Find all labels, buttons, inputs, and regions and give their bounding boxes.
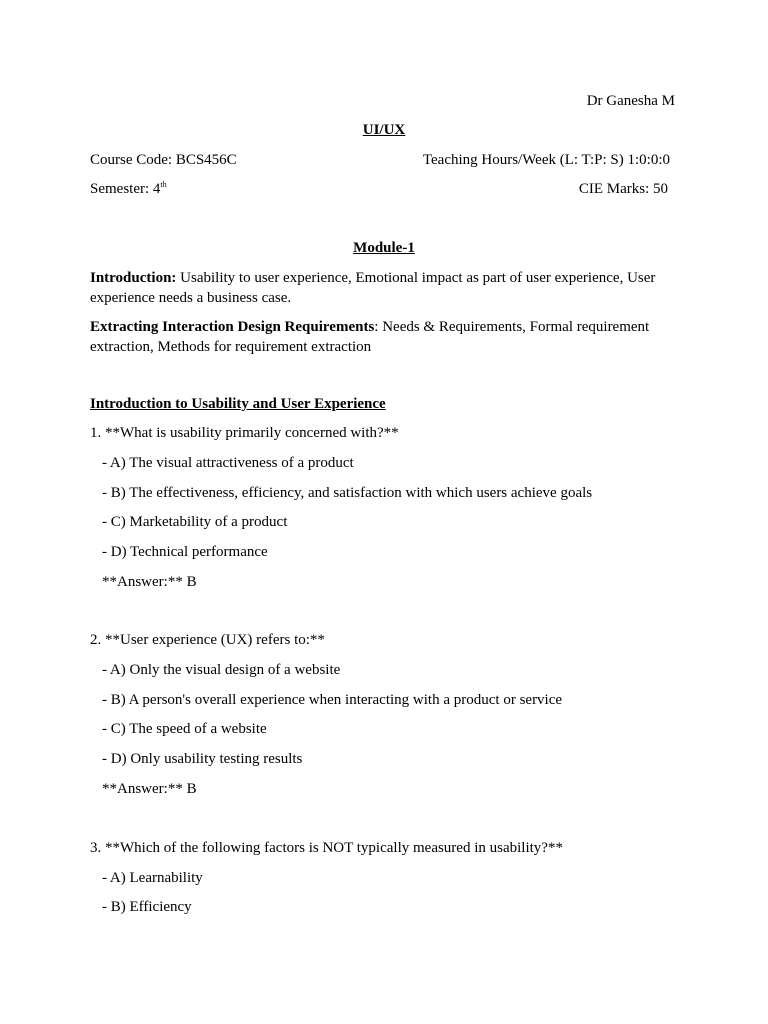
option-item: - B) A person's overall experience when interacting with a product or service bbox=[102, 692, 563, 708]
cie-marks: CIE Marks: 50 bbox=[578, 181, 668, 197]
question-text: 2. **User experience (UX) refers to:** bbox=[90, 632, 325, 648]
question-text: 1. **What is usability primarily concerned with?** bbox=[90, 425, 399, 441]
document-title: UI/UX bbox=[362, 122, 406, 138]
introduction-label: Introduction: bbox=[90, 270, 177, 286]
option-item: - C) The speed of a website bbox=[102, 721, 267, 737]
question-text: 3. **Which of the following factors is NOT typically measured in usability?** bbox=[90, 840, 563, 856]
option-item: - D) Only usability testing results bbox=[102, 751, 303, 767]
module-title: Module-1 bbox=[353, 240, 415, 256]
semester-superscript: th bbox=[160, 180, 167, 189]
answer-text: **Answer:** B bbox=[102, 574, 197, 590]
author-name: Dr Ganesha M bbox=[586, 93, 675, 109]
extracting-text: : Needs & Requirements, Formal requirement extraction, Methods for requirement extraction bbox=[90, 319, 650, 355]
extracting-label: Extracting Interaction Design Requirements bbox=[90, 319, 375, 335]
teaching-hours: Teaching Hours/Week (L: T:P: S) 1:0:0:0 bbox=[422, 152, 670, 168]
option-item: - A) The visual attractiveness of a product bbox=[102, 455, 354, 471]
option-item: - A) Only the visual design of a website bbox=[102, 662, 341, 678]
option-item: - D) Technical performance bbox=[102, 544, 268, 560]
semester bbox=[90, 181, 167, 198]
extracting-paragraph bbox=[90, 317, 670, 357]
option-item: - A) Learnability bbox=[102, 870, 203, 886]
option-item: - B) The effectiveness, efficiency, and satisfaction with which users achieve goals bbox=[102, 485, 593, 501]
answer-text: **Answer:** B bbox=[102, 781, 197, 797]
semester-label: Semester: 4 bbox=[90, 181, 161, 197]
introduction-text: Usability to user experience, Emotional impact as part of user experience, User experience needs a business case. bbox=[90, 270, 656, 306]
section-title: Introduction to Usability and User Experience bbox=[90, 396, 386, 412]
option-item: - C) Marketability of a product bbox=[102, 514, 288, 530]
course-code: Course Code: BCS456C bbox=[90, 152, 237, 168]
introduction-paragraph bbox=[90, 268, 670, 308]
option-item: - B) Efficiency bbox=[102, 899, 192, 915]
